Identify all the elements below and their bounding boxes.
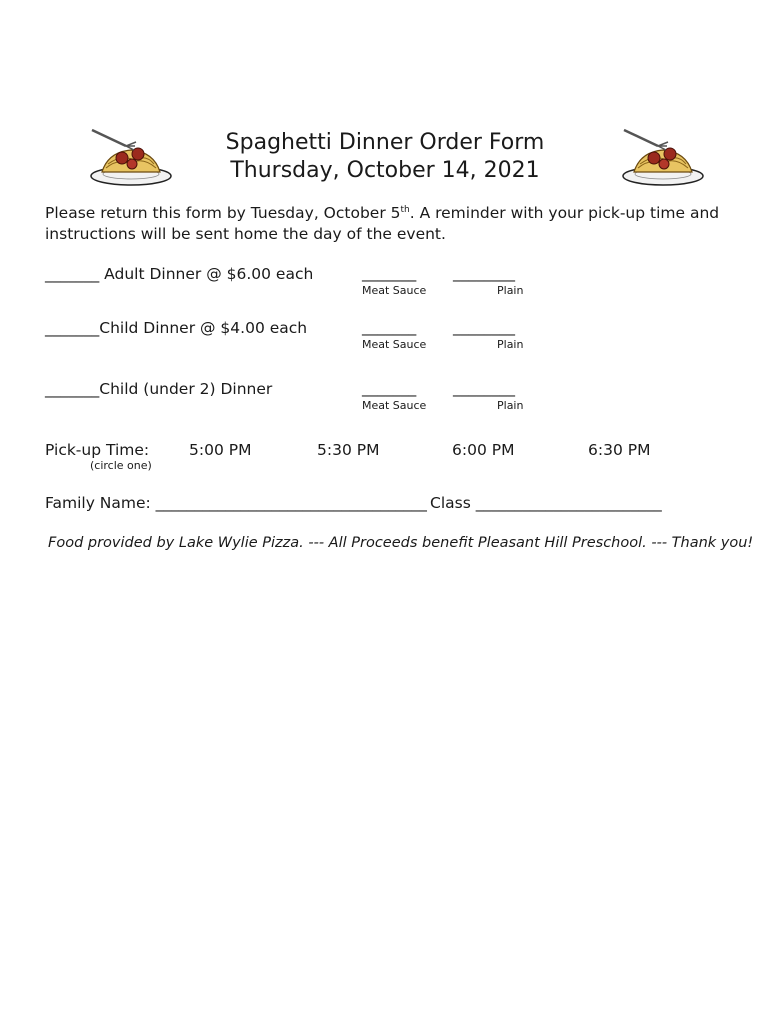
child-dinner-quantity-field[interactable]: _______Child Dinner @ $4.00 each: [45, 319, 308, 337]
form-title: Spaghetti Dinner Order Form: [225, 130, 545, 155]
toddler-dinner-quantity-field[interactable]: _______Child (under 2) Dinner: [45, 380, 273, 398]
pickup-time-label: Pick-up Time:: [45, 441, 150, 459]
class-field[interactable]: Class ________________________: [430, 494, 662, 512]
pickup-option-530[interactable]: 5:30 PM: [317, 441, 380, 459]
circle-one-note: (circle one): [90, 459, 152, 472]
plain-label: Plain: [497, 338, 524, 351]
toddler-plain-field[interactable]: ________: [453, 379, 515, 397]
adult-meat-sauce-field[interactable]: _______: [362, 264, 417, 282]
instructions-text: . A reminder with your pick-up time and: [409, 204, 720, 222]
plain-label: Plain: [497, 284, 524, 297]
instructions-text: Please return this form by Tuesday, October 5: [45, 204, 401, 222]
event-date: Thursday, October 14, 2021: [230, 158, 540, 183]
adult-plain-field[interactable]: ________: [453, 264, 515, 282]
meat-sauce-label: Meat Sauce: [362, 338, 427, 351]
toddler-meat-sauce-field[interactable]: _______: [362, 379, 417, 397]
child-plain-field[interactable]: ________: [453, 318, 515, 336]
meat-sauce-label: Meat Sauce: [362, 284, 427, 297]
adult-dinner-quantity-field[interactable]: _______ Adult Dinner @ $6.00 each: [45, 265, 314, 283]
child-meat-sauce-field[interactable]: _______: [362, 318, 417, 336]
ordinal-suffix: th: [400, 204, 410, 215]
pickup-option-630[interactable]: 6:30 PM: [588, 441, 651, 459]
pickup-option-600[interactable]: 6:00 PM: [452, 441, 515, 459]
instructions-line-1: [45, 204, 719, 222]
footer-note: Food provided by Lake Wylie Pizza. --- All Proceeds benefit Pleasant Hill Preschool. --- Thank you!: [48, 535, 754, 551]
pickup-option-500[interactable]: 5:00 PM: [189, 441, 252, 459]
instructions-line-2: instructions will be sent home the day of the event.: [45, 225, 446, 243]
plain-label: Plain: [497, 399, 524, 412]
family-name-field[interactable]: Family Name: ___________________________________: [45, 494, 427, 512]
meat-sauce-label: Meat Sauce: [362, 399, 427, 412]
